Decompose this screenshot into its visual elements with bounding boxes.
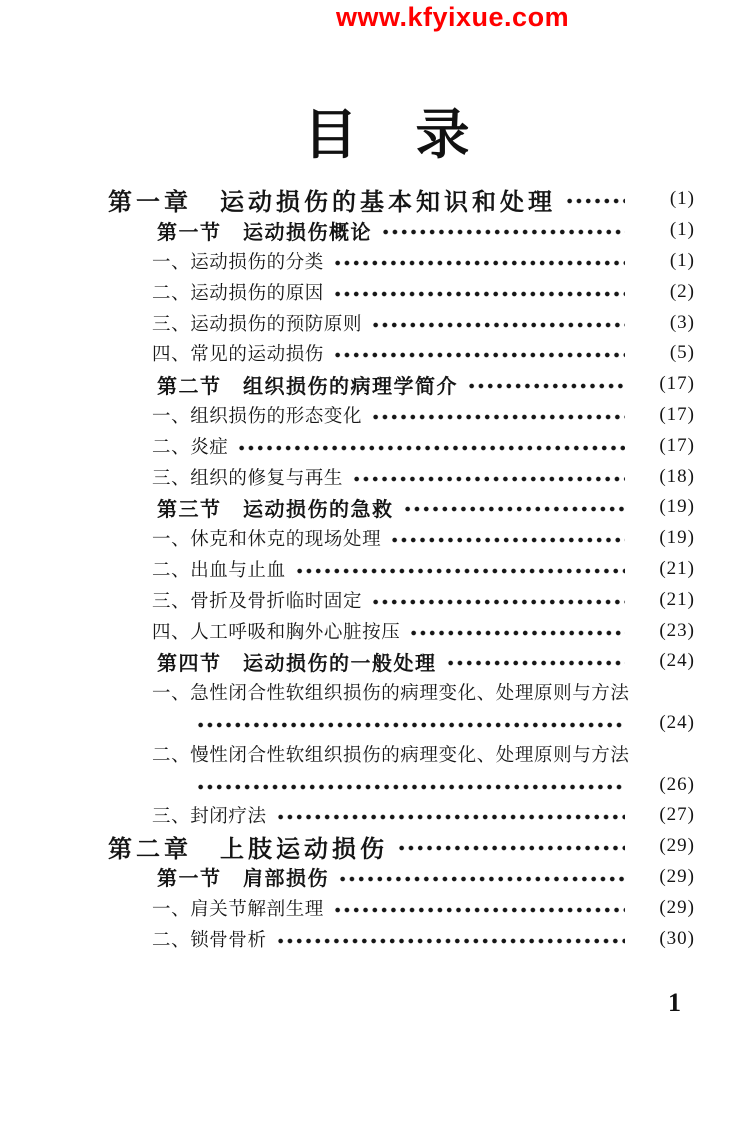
- toc-entry-page: (29): [659, 896, 695, 918]
- toc-entry-page: (21): [659, 557, 695, 579]
- toc-leader-dots: [371, 597, 625, 607]
- toc-leader-dots: [397, 843, 625, 853]
- toc-entry: [108, 923, 695, 954]
- toc-leader-dots: [276, 812, 625, 822]
- toc-entry: [108, 184, 695, 215]
- toc-leader-dots: [409, 628, 625, 638]
- toc-leader-dots: [196, 720, 625, 730]
- toc-entry-page: (24): [659, 711, 695, 733]
- toc-entry: [108, 892, 695, 923]
- toc-leader-dots: [381, 227, 625, 237]
- toc-entry: [108, 584, 695, 615]
- toc-leader-dots: [390, 535, 625, 545]
- toc-leader-dots: [565, 196, 625, 206]
- toc-entry-label: 二、炎症: [152, 437, 229, 458]
- toc-entry-label: 第三节 运动损伤的急救: [157, 498, 394, 521]
- toc-entry: [108, 646, 695, 677]
- toc-leader-dots: [276, 936, 625, 946]
- toc-entry-page: (18): [659, 465, 695, 487]
- toc-leader-dots: [333, 258, 625, 268]
- toc-entry-page: (24): [659, 650, 695, 672]
- toc-entry-label: 四、人工呼吸和胸外心脏按压: [152, 622, 401, 643]
- toc-entry-page: (1): [669, 188, 695, 210]
- toc-entry: [108, 800, 695, 831]
- toc-entry-page: (2): [669, 280, 695, 302]
- toc-entry-label: 一、肩关节解剖生理: [152, 899, 324, 920]
- toc-entry: [108, 831, 695, 862]
- toc-entry-page: (29): [659, 835, 695, 857]
- toc-leader-dots: [333, 350, 625, 360]
- toc-entry: [108, 461, 695, 492]
- toc-entry: [108, 862, 695, 893]
- toc-entry-label: 一、休克和休克的现场处理: [152, 530, 382, 551]
- toc-entry-page: (5): [669, 342, 695, 364]
- toc-entry-label: 第一节 肩部损伤: [157, 868, 329, 891]
- toc-entry-page: (30): [659, 927, 695, 949]
- toc-entry-label: 一、急性闭合性软组织损伤的病理变化、处理原则与方法: [152, 684, 630, 705]
- toc-leader-dots: [467, 381, 625, 391]
- toc-leader-dots: [403, 504, 626, 514]
- toc-entry-page: (21): [659, 588, 695, 610]
- toc-entry: [108, 307, 695, 338]
- toc-entry-label: 二、运动损伤的原因: [152, 283, 324, 304]
- toc-entry-label: 三、骨折及骨折临时固定: [152, 591, 363, 612]
- toc-entry-label: 一、运动损伤的分类: [152, 252, 324, 273]
- toc-entry: [108, 369, 695, 400]
- toc-entry-label: 第一节 运动损伤概论: [157, 221, 372, 244]
- toc-leader-dots: [371, 320, 625, 330]
- toc-entry-page: (1): [669, 249, 695, 271]
- toc-entry-label: 三、组织的修复与再生: [152, 468, 344, 489]
- toc-list: [108, 184, 695, 954]
- toc-entry: [108, 554, 695, 585]
- toc-entry: [108, 492, 695, 523]
- toc-entry-page: (17): [659, 403, 695, 425]
- toc-entry: [108, 738, 695, 769]
- toc-entry: [108, 338, 695, 369]
- toc-entry-label: 三、封闭疗法: [152, 807, 267, 828]
- toc-entry-page: (27): [659, 804, 695, 826]
- toc-entry-label: 四、常见的运动损伤: [152, 345, 324, 366]
- toc-entry-page: (26): [659, 773, 695, 795]
- toc-leader-dots: [196, 782, 625, 792]
- toc-leader-dots: [333, 289, 625, 299]
- toc-entry: [108, 215, 695, 246]
- toc-leader-dots: [333, 905, 625, 915]
- toc-entry-label: 第四节 运动损伤的一般处理: [157, 652, 437, 675]
- toc-entry-page: (29): [659, 865, 695, 887]
- toc-entry: [108, 276, 695, 307]
- toc-entry: [108, 246, 695, 277]
- toc-entry-label: 一、组织损伤的形态变化: [152, 406, 363, 427]
- toc-entry-page: (17): [659, 373, 695, 395]
- toc-entry-page: (3): [669, 311, 695, 333]
- toc-leader-dots: [446, 658, 626, 668]
- toc-entry-label: 第二节 组织损伤的病理学简介: [157, 375, 458, 398]
- toc-leader-dots: [352, 474, 625, 484]
- toc-entry: [108, 400, 695, 431]
- toc-leader-dots: [295, 566, 625, 576]
- toc-entry-page: (23): [659, 619, 695, 641]
- toc-entry-page: (19): [659, 527, 695, 549]
- toc-entry-page: (19): [659, 496, 695, 518]
- toc-entry-page: (17): [659, 434, 695, 456]
- toc-entry: [108, 677, 695, 708]
- toc-entry: [108, 430, 695, 461]
- toc-entry-label: 二、出血与止血: [152, 560, 286, 581]
- toc-entry: [108, 615, 695, 646]
- toc-entry: [108, 769, 695, 800]
- toc-entry: [108, 523, 695, 554]
- toc-entry-label: 三、运动损伤的预防原则: [152, 314, 363, 335]
- toc-entry: [108, 708, 695, 739]
- page-title: 目 录: [303, 105, 472, 165]
- watermark-url: www.kfyixue.com: [336, 2, 570, 32]
- toc-entry-label: 第二章 上肢运动损伤: [108, 835, 388, 863]
- toc-entry-label: 第一章 运动损伤的基本知识和处理: [108, 188, 556, 216]
- toc-entry-label: 二、锁骨骨析: [152, 930, 267, 951]
- toc-entry-page: (1): [669, 219, 695, 241]
- toc-entry-label: 二、慢性闭合性软组织损伤的病理变化、处理原则与方法: [152, 745, 630, 766]
- toc-leader-dots: [371, 412, 625, 422]
- toc-leader-dots: [237, 443, 625, 453]
- footer-page-number: 1: [668, 988, 681, 1017]
- toc-leader-dots: [338, 874, 625, 884]
